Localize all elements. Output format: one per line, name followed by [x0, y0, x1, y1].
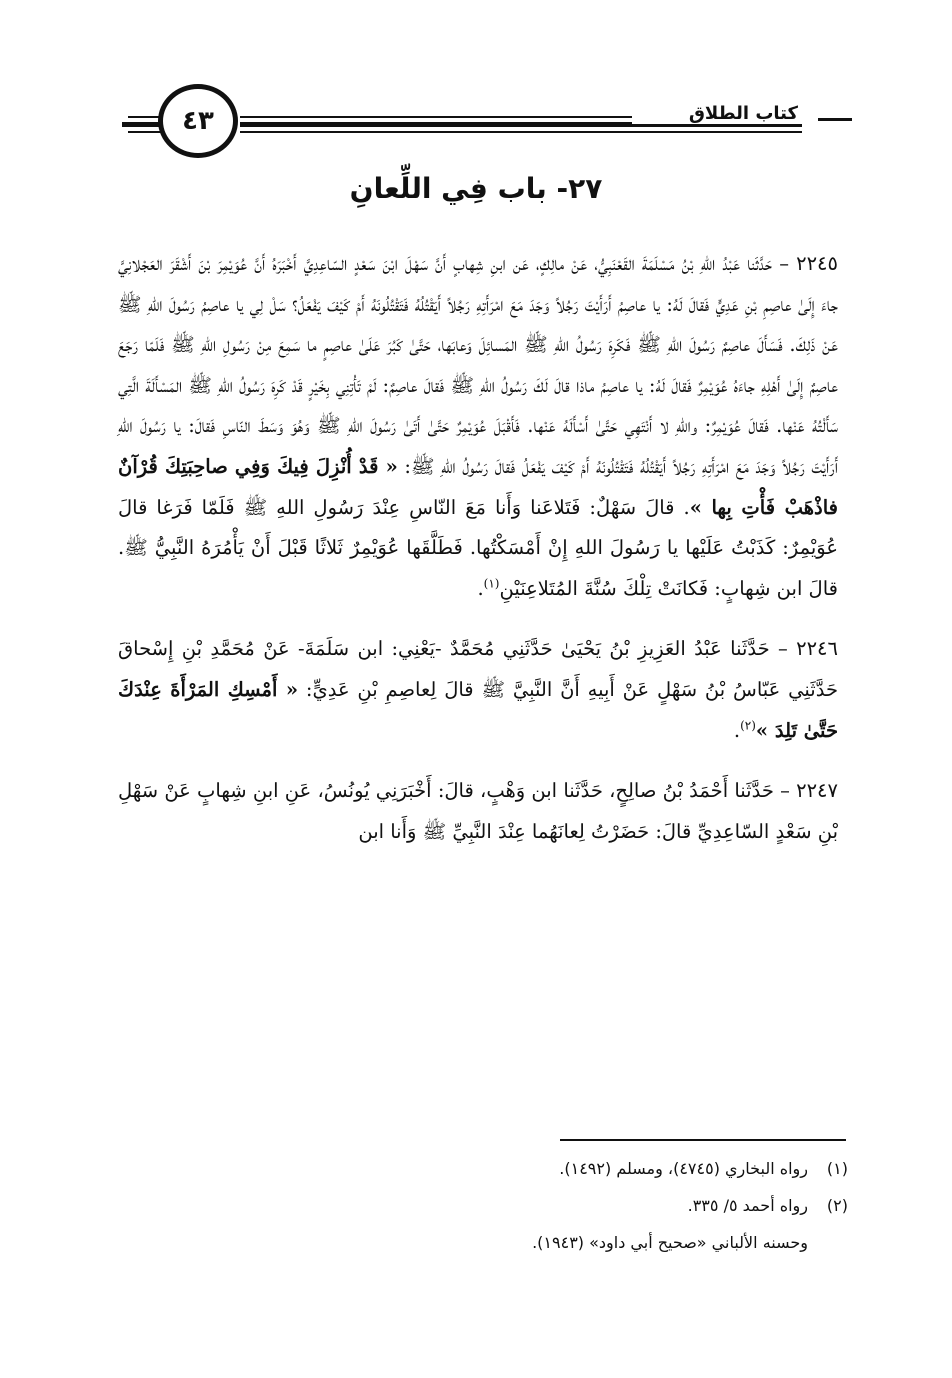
- chapter-title: ٢٧- باب فِي اللِّعانِ: [349, 172, 603, 205]
- footnotes: [300, 1150, 848, 1261]
- running-title: كتاب الطلاق: [632, 103, 804, 124]
- footnote-1: [300, 1150, 848, 1187]
- page-number: ٤٣: [182, 106, 214, 136]
- footnote-ref[interactable]: (٢): [740, 718, 756, 733]
- header-rule-left-top: [128, 116, 162, 118]
- footnote-ref[interactable]: (١): [483, 576, 500, 591]
- hadith-number: ٢٢٤٧: [796, 779, 838, 803]
- footnote-marker: (٢): [826, 1196, 848, 1215]
- prophet-quote: « قَدْ أُنْزِلَ فِيكَ وَفِي صاحِبَتِكَ قُرْآنٌ فاذْهَبْ فَأْتِ بِها »: [118, 454, 838, 519]
- hadith-2247: [118, 771, 838, 852]
- header-rule-left-bottom: [128, 131, 162, 133]
- hadith-text: – حَدَّثَنا أَحْمَدُ بْنُ صالِحٍ، حَدَّثَنا ابن وَهْبٍ، قالَ: أَخْبَرَنِي يُونُسُ، عَنِ ابنِ شِهابٍ عَنْ سَهْلِ بْنِ سَعْدٍ السّاعِدِيِّ قالَ: حَضَرْتُ لِعانَهُما عِنْدَ النَّبِيِّ ﷺ وَأَنا ابن: [118, 779, 838, 843]
- footnote-2: [300, 1187, 848, 1224]
- page-number-badge: [158, 84, 238, 158]
- hadith-end: .: [733, 718, 741, 742]
- hadith-2246: [118, 629, 838, 751]
- footnote-marker: (١): [826, 1159, 848, 1178]
- prophet-quote: « أَمْسِكِ المَرْأَةَ عِنْدَكَ حَتَّىٰ تَلِدَ »: [118, 677, 838, 742]
- header-rule-right-end: [818, 118, 852, 121]
- footnote-text: رواه أحمد ٥/ ٣٣٥.: [687, 1196, 808, 1215]
- body-text: [118, 244, 838, 872]
- hadith-number: ٢٢٤٥: [796, 252, 838, 275]
- footnote-text: رواه البخاري (٤٧٤٥)، ومسلم (١٤٩٢).: [559, 1159, 808, 1178]
- footnote-separator: [560, 1139, 846, 1141]
- hadith-text-continued: . قالَ سَهْلٌ: فَتَلاعَنا وَأَنا مَعَ النّاسِ عِنْدَ رَسُولِ اللهِ ﷺ فَلَمّا فَرَغا قالَ عُوَيْمِرٌ: كَذَبْتُ عَلَيْها يا رَسُولَ اللهِ إِنْ أَمْسَكْتُها. فَطَلَّقَها عُوَيْمِرٌ ثَلاثًا قَبْلَ أَنْ يَأْمُرَهُ النَّبِيُّ ﷺ. قالَ ابن شِهابٍ: فَكانَتْ تِلْكَ سُنَّةَ المُتَلاعِنَيْنِ: [118, 495, 838, 600]
- header-rule-bottom: [240, 131, 802, 133]
- hadith-2245: [118, 244, 838, 609]
- hadith-text: – حَدَّثَنا عَبْدُ العَزِيزِ بْنُ يَحْيَىٰ حَدَّثَنِي مُحَمَّدٌ -يَعْنِي: ابن سَلَمَةَ- عَنْ مُحَمَّدِ بْنِ إِسْحاقَ حَدَّثَنِي عَبّاسُ بْنُ سَهْلٍ عَنْ أَبِيهِ أَنَّ النَّبِيَّ ﷺ قالَ لِعاصِمِ بْنِ عَدِيٍّ:: [118, 637, 838, 701]
- hadith-text: – حَدَّثَنا عَبْدُ اللهِ بْنُ مَسْلَمَةَ القَعْنَبِيُّ، عَنْ مالِكٍ، عَن ابنِ شِهابٍ أَنَّ سَهْلَ ابْنَ سَعْدٍ السّاعِدِيَّ أَخْبَرَهُ أَنَّ عُوَيْمِرَ بْنَ أَشْقَرَ العَجْلانِيَّ جاءَ إِلَىٰ عاصِمِ بْنِ عَدِيٍّ فَقالَ لَهُ: يا عاصِمُ أَرَأَيْتَ رَجُلاً وَجَدَ مَعَ امْرَأَتِهِ رَجُلاً أَيَقْتُلُهُ فَتَقْتُلُونَهُ أَمْ كَيْفَ يَفْعَلُ؟ سَلْ لِي يا عاصِمُ رَسُولَ اللهِ ﷺ عَنْ ذَلِكَ. فَسَأَلَ عاصِمٌ رَسُولَ اللهِ ﷺ فَكَرِهَ رَسُولُ اللهِ ﷺ المَسائِلَ وَعابَها، حَتَّىٰ كَبُرَ عَلَىٰ عاصِمٍ ما سَمِعَ مِنْ رَسُولِ اللهِ ﷺ فَلَمّا رَجَعَ عاصِمٌ إِلَىٰ أَهْلِهِ جاءَهُ عُوَيْمِرٌ فَقالَ لَهُ: يا عاصِمُ ماذا قالَ لَكَ رَسُولُ اللهِ ﷺ فَقالَ عاصِمٌ: لَمْ تَأْتِنِي بِخَيْرٍ قَدْ كَرِهَ رَسُولُ اللهِ ﷺ المَسْأَلَةَ الَّتِي سَأَلْتُهُ عَنْها. فَقالَ عُوَيْمِرٌ: واللهِ لا أَنْتَهِي حَتَّىٰ أَسْأَلَهُ عَنْها. فَأَقْبَلَ عُوَيْمِرٌ حَتَّىٰ أَتَىٰ رَسُولَ اللهِ ﷺ وَهُوَ وَسَطَ النّاسِ فَقالَ: يا رَسُولَ اللهِ أَرَأَيْتَ رَجُلاً وَجَدَ مَعَ امْرَأَتِهِ رَجُلاً أَيَقْتُلُهُ فَتَقْتُلُونَهُ أَمْ كَيْفَ يَفْعَلُ فَقالَ رَسُولُ اللهِ ﷺ:: [118, 252, 838, 478]
- header-rule-left-thick: [122, 122, 162, 127]
- hadith-number: ٢٢٤٦: [796, 637, 838, 661]
- hadith-end: .: [477, 576, 484, 600]
- footnote-text: وحسنه الألباني «صحيح أبي داود» (١٩٤٣).: [532, 1233, 808, 1252]
- footnote-2-continuation: [300, 1224, 848, 1261]
